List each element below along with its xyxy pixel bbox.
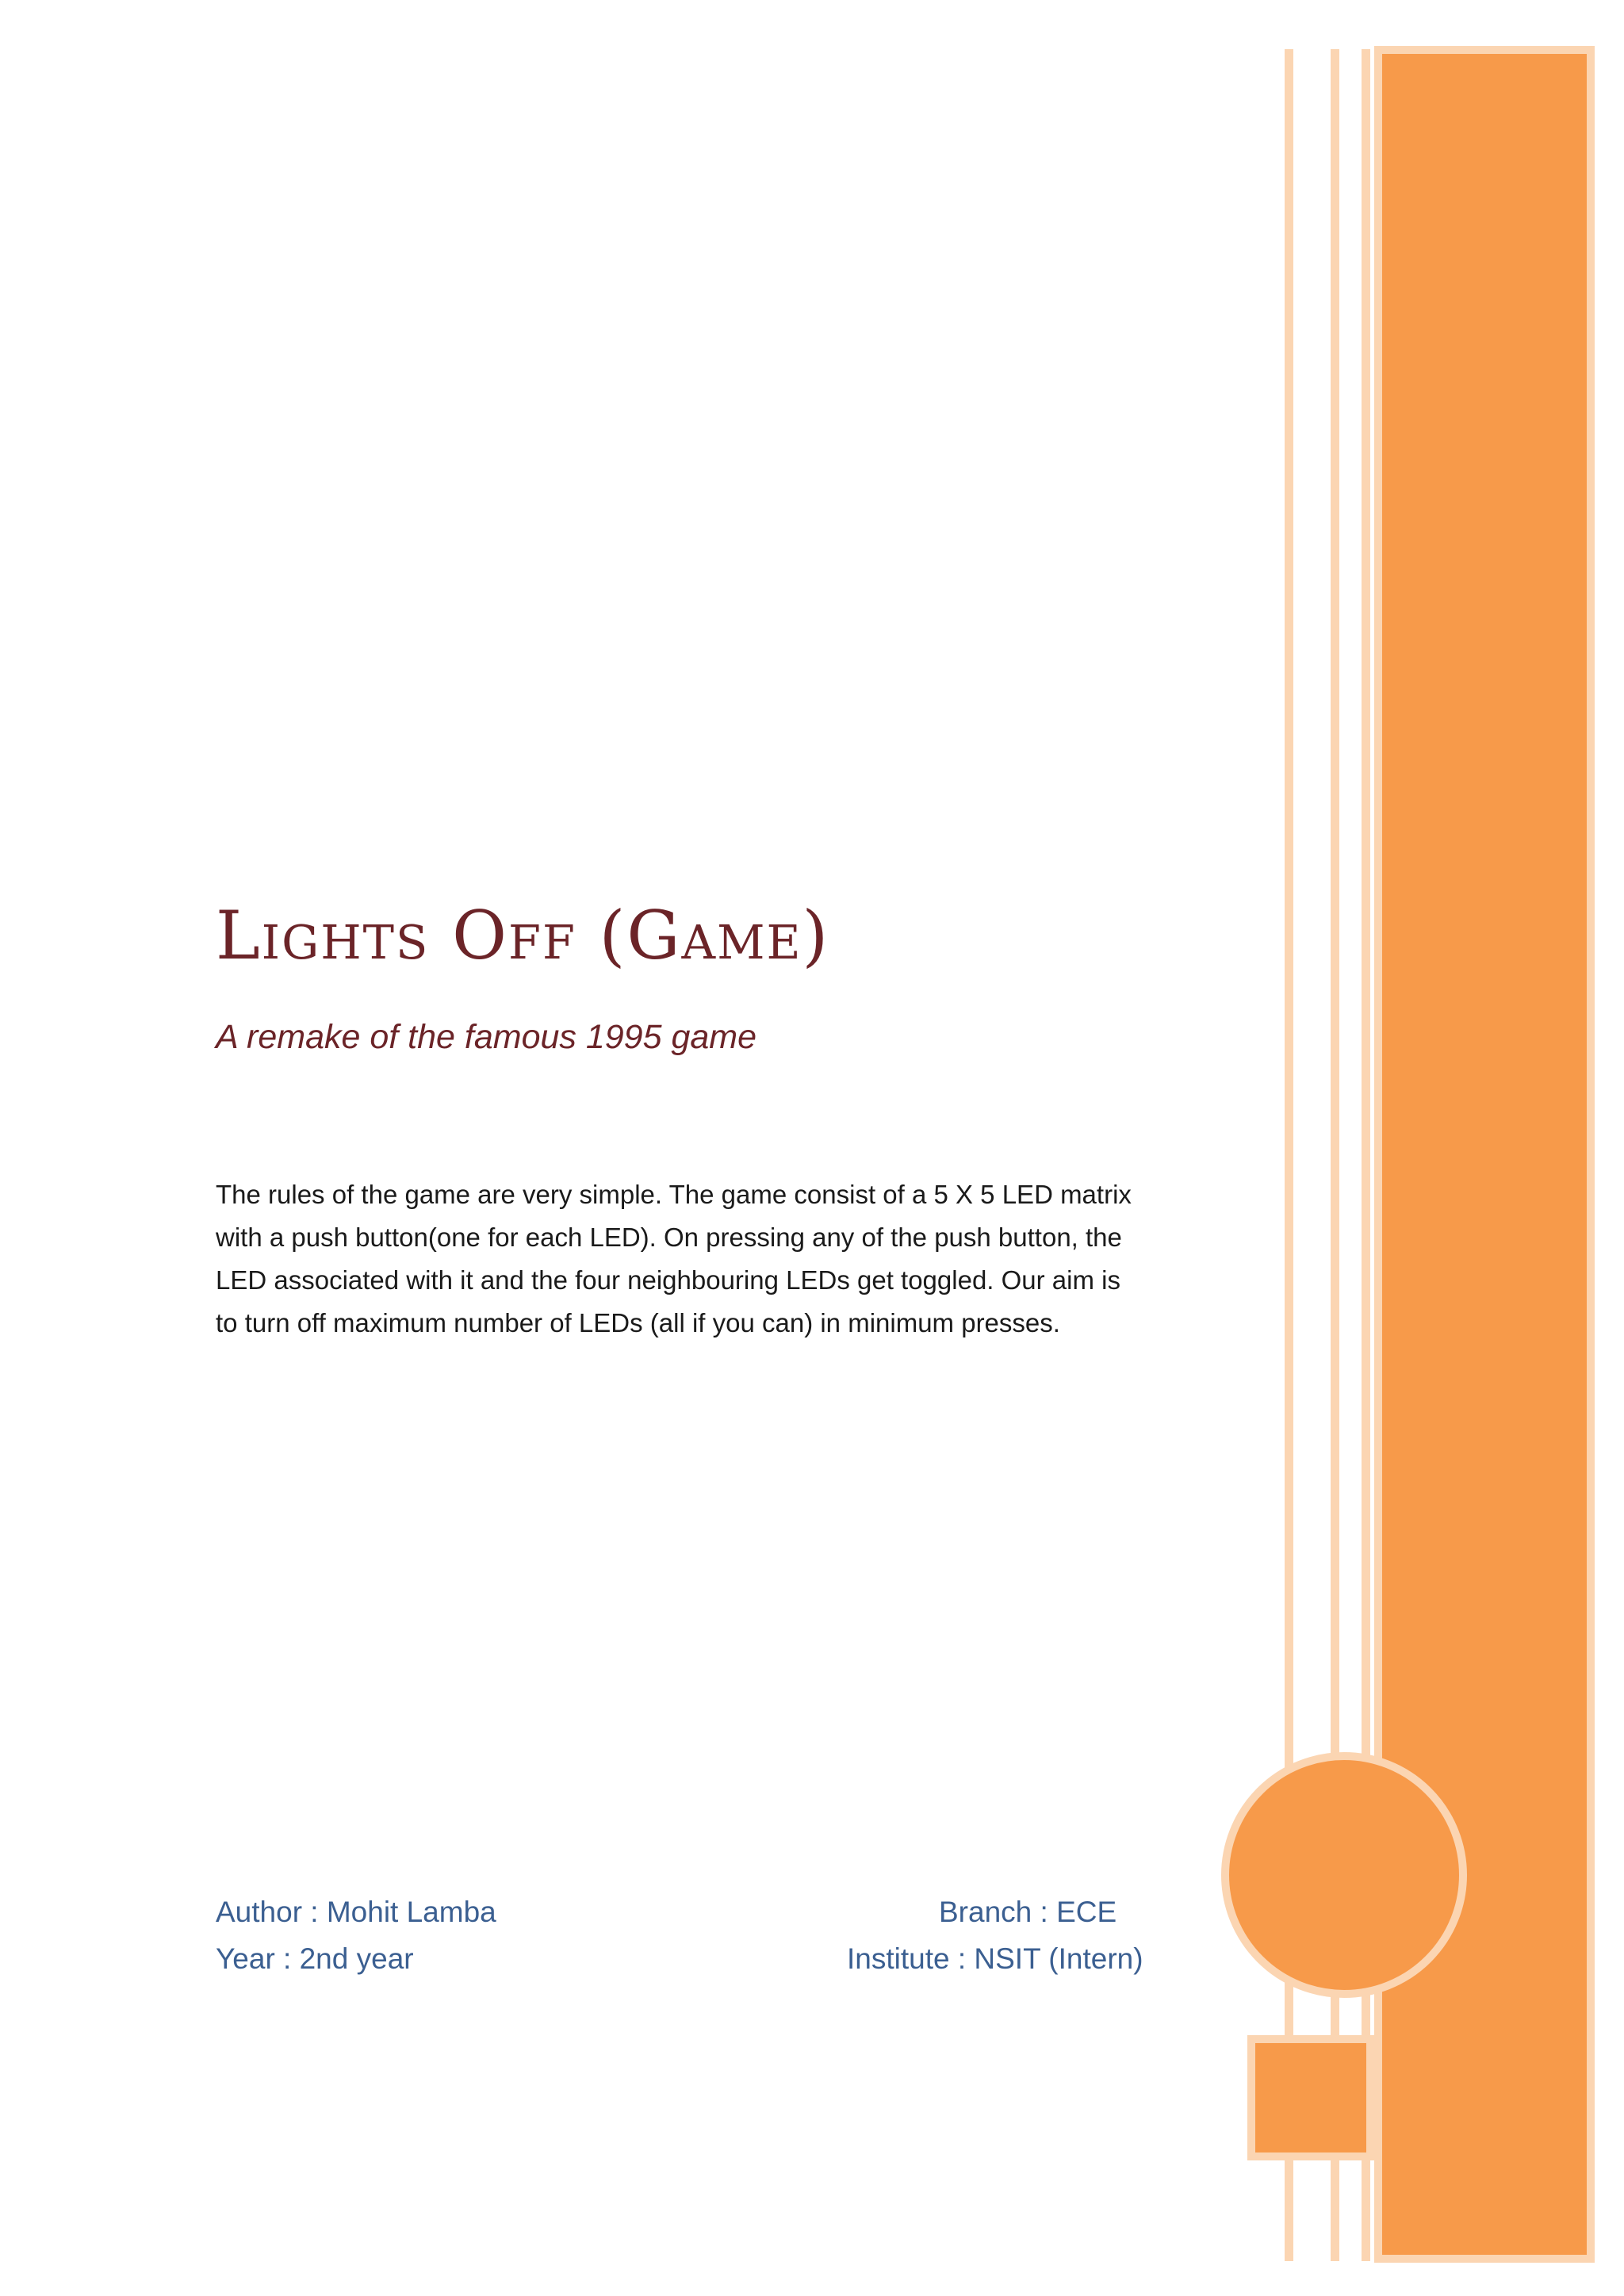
- document-title: Lights Off (Game): [216, 897, 830, 974]
- decorative-square: [1247, 2035, 1374, 2160]
- decorative-circle: [1221, 1752, 1467, 1998]
- document-subtitle: A remake of the famous 1995 game: [216, 1018, 757, 1056]
- branch-line: Branch : ECE: [939, 1896, 1117, 1928]
- institute-line: Institute : NSIT (Intern): [847, 1942, 1143, 1975]
- year-line: Year : 2nd year: [216, 1942, 414, 1975]
- rules-paragraph: The rules of the game are very simple. The game consist of a 5 X 5 LED matrix with a push button(one for each LED). On pressing any of the push button, the LED associated with it and the four neighbouring LEDs get toggled. Our aim is to turn off maximum number of LEDs (all if you can) in minimum presses.: [216, 1180, 1132, 1337]
- author-line: Author : Mohit Lamba: [216, 1896, 496, 1928]
